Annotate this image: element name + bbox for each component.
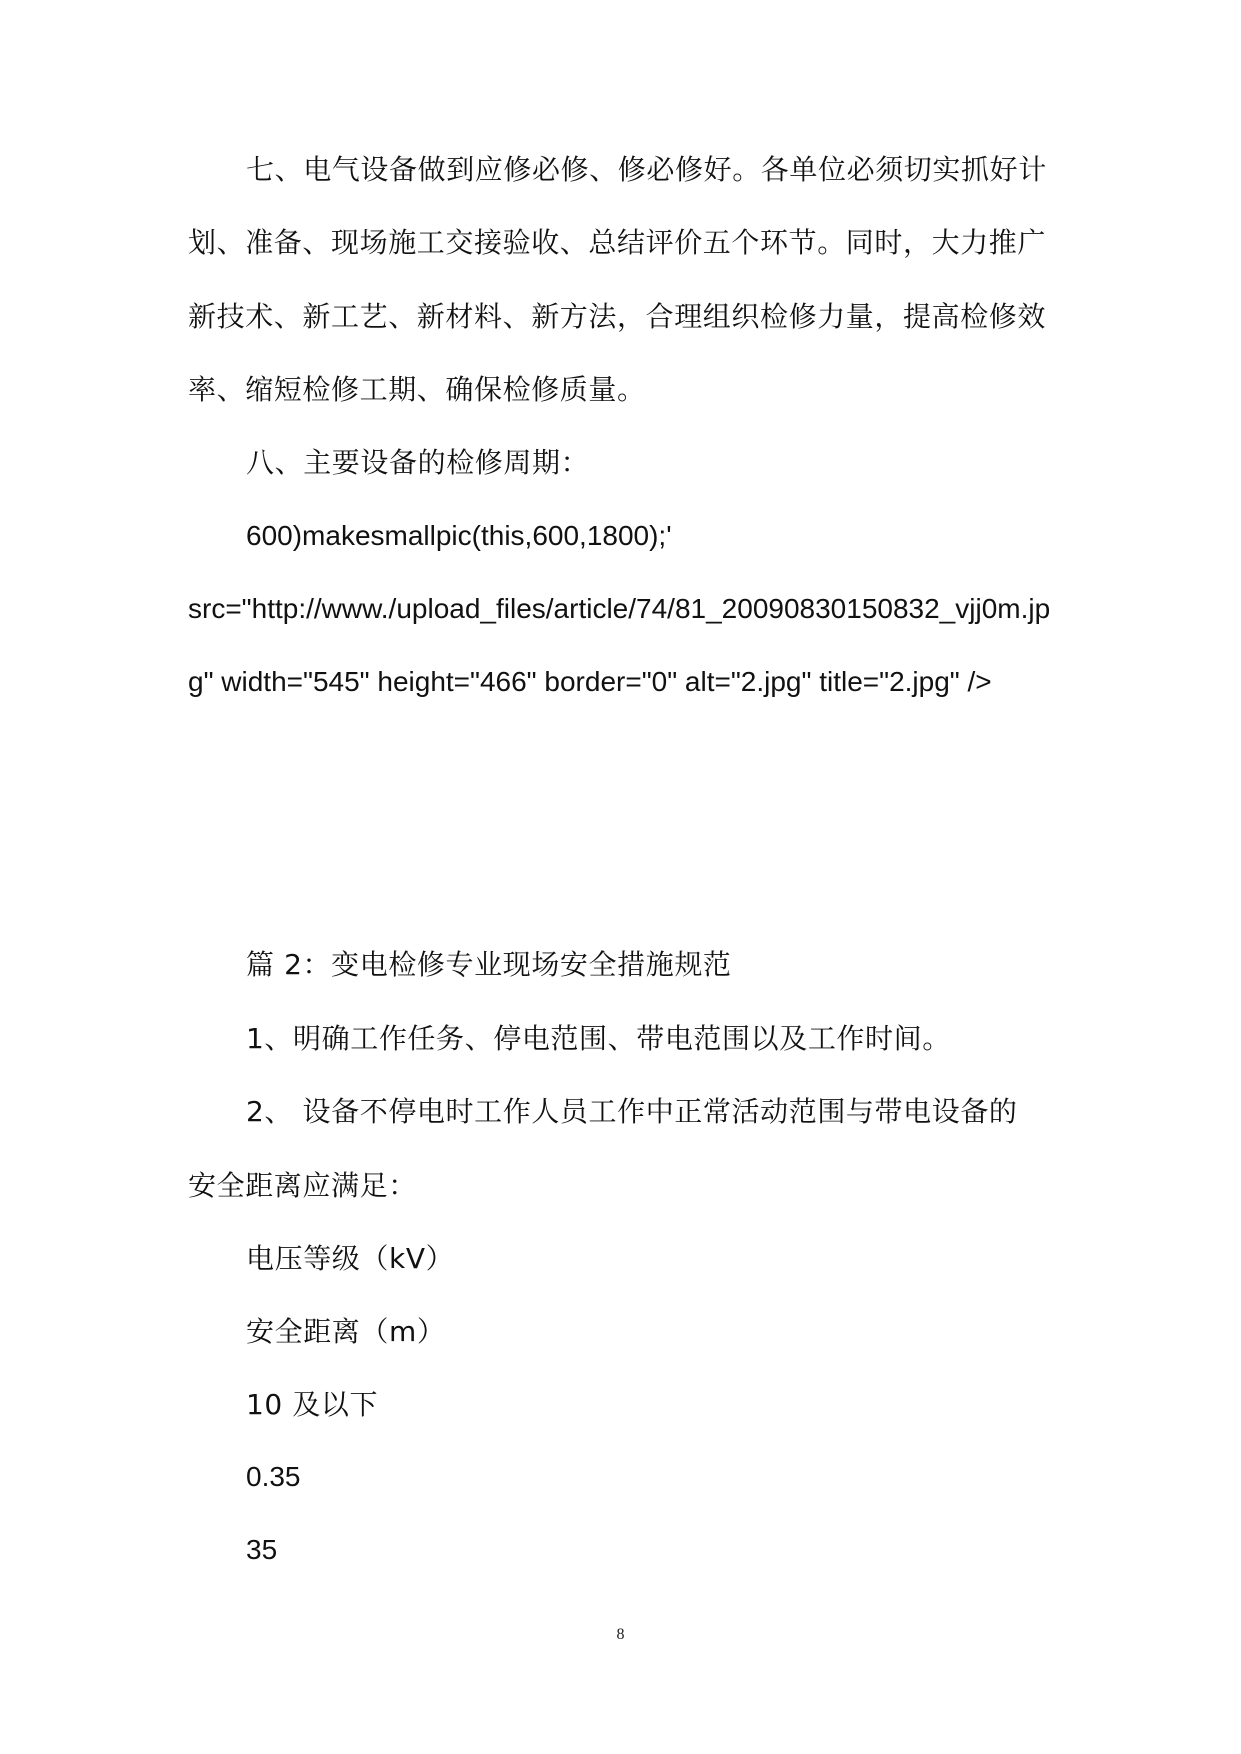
table-cell-voltage-1: 10 及以下 — [246, 1388, 379, 1421]
item-2-line-1: 2、 设备不停电时工作人员工作中正常活动范围与带电设备的 — [246, 1095, 1018, 1128]
item-2-line-2: 安全距离应满足： — [188, 1169, 417, 1202]
table-header-distance: 安全距离（m） — [246, 1315, 446, 1348]
table-cell-voltage-2: 35 — [246, 1534, 278, 1565]
paragraph-8-heading: 八、主要设备的检修周期： — [246, 446, 590, 479]
code-line-1: 600)makesmallpic(this,600,1800);' — [246, 520, 672, 551]
table-cell-distance-1: 0.35 — [246, 1461, 301, 1492]
paragraph-7-line-2: 划、准备、现场施工交接验收、总结评价五个环节。同时，大力推广 — [188, 226, 1047, 259]
item-1: 1、明确工作任务、停电范围、带电范围以及工作时间。 — [246, 1022, 951, 1055]
code-line-2: src="http://www./upload_files/article/74/81_20090830150832_vjj0m.jp — [188, 593, 1051, 624]
table-header-voltage: 电压等级（kV） — [246, 1242, 455, 1275]
paragraph-7-line-1: 七、电气设备做到应修必修、修必修好。各单位必须切实抓好计 — [246, 153, 1047, 186]
section-title: 篇 2：变电检修专业现场安全措施规范 — [246, 948, 732, 981]
paragraph-7-line-4: 率、缩短检修工期、确保检修质量。 — [188, 373, 646, 406]
paragraph-7-line-3: 新技术、新工艺、新材料、新方法，合理组织检修力量，提高检修效 — [188, 300, 1047, 333]
page-number: 8 — [616, 1626, 625, 1643]
code-line-3: g" width="545" height="466" border="0" alt="2.jpg" title="2.jpg" /> — [188, 666, 992, 697]
